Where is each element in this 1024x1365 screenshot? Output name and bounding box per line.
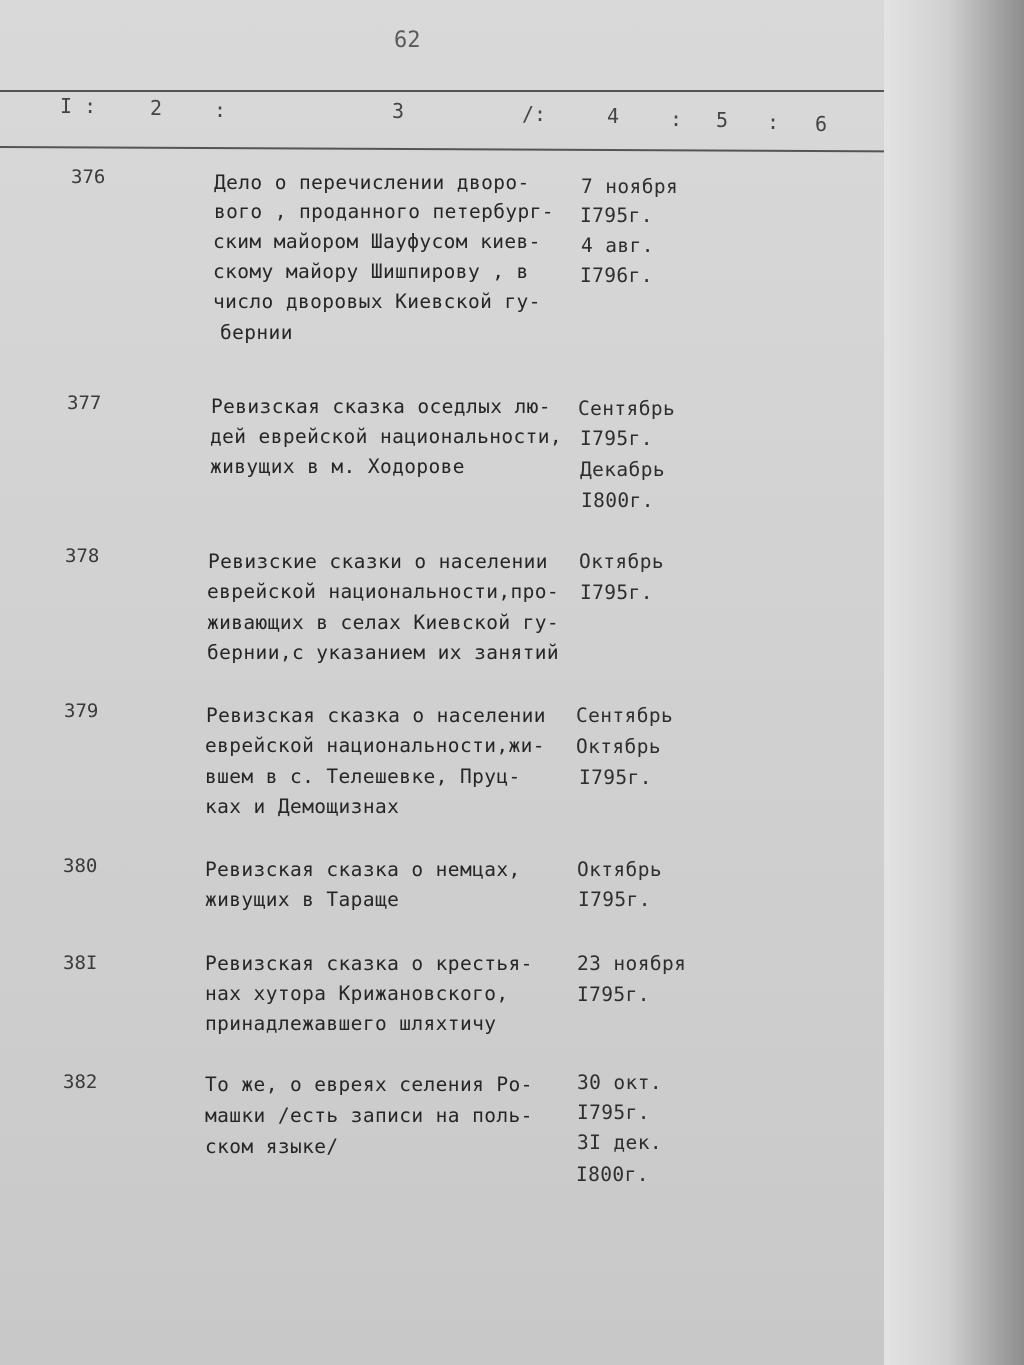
- entry-date-line: Сентябрь: [576, 704, 674, 727]
- column-header-5: 5: [716, 108, 729, 132]
- entry-date-line: I795г.: [577, 1101, 650, 1124]
- entry-date-line: I795г.: [580, 427, 653, 450]
- column-header-3: 3: [392, 99, 405, 123]
- entry-date-line: I795г.: [578, 888, 651, 911]
- entry-date-line: I800г.: [581, 489, 654, 512]
- header-bottom-rule: [0, 146, 888, 152]
- entry-description-line: живущих в м. Ходорове: [210, 455, 465, 478]
- entry-description-line: принадлежавшего шляхтичу: [205, 1012, 497, 1035]
- entry-number: 38I: [63, 952, 98, 974]
- entry-description-line: бернии: [220, 321, 293, 344]
- entry-description-line: ках и Демощизнах: [205, 795, 400, 818]
- entry-date-line: I800г.: [576, 1163, 649, 1186]
- entry-description-line: бернии,с указанием их занятий: [207, 641, 560, 664]
- column-header-1: I :: [60, 94, 97, 118]
- entry-number: 379: [64, 700, 99, 722]
- entry-date-line: 3I дек.: [577, 1131, 662, 1154]
- entry-date-line: I795г.: [577, 983, 650, 1006]
- entry-date-line: 30 окт.: [577, 1071, 662, 1094]
- entry-number: 378: [65, 545, 100, 567]
- entry-date-line: I796г.: [580, 264, 653, 287]
- entry-description-line: ским майором Шауфусом киев-: [213, 230, 541, 253]
- entry-description-line: дей еврейской национальности,: [210, 425, 563, 448]
- entry-date-line: 4 авг.: [581, 234, 654, 257]
- entry-description-line: вого , проданного петербург-: [214, 200, 554, 223]
- entry-description-line: еврейской национальности,про-: [207, 580, 560, 603]
- entry-number: 380: [63, 855, 98, 877]
- entry-description-line: Ревизские сказки о населении: [208, 550, 548, 573]
- entry-date-line: I795г.: [580, 581, 653, 604]
- entry-description-line: машки /есть записи на поль-: [205, 1104, 533, 1127]
- entry-date-line: 23 ноября: [577, 952, 687, 975]
- column-header-6: 6: [815, 112, 828, 136]
- header-top-rule: [0, 90, 888, 92]
- entry-date-line: Октябрь: [577, 858, 662, 881]
- entry-description-line: ском языке/: [205, 1135, 339, 1158]
- entry-description-line: Ревизская сказка оседлых лю-: [211, 395, 551, 418]
- entry-description-line: живающих в селах Киевской гу-: [207, 611, 560, 634]
- column-header-separator: :: [670, 107, 683, 131]
- column-header-2: 2: [150, 96, 163, 120]
- entry-date-line: Декабрь: [580, 458, 665, 481]
- entry-date-line: 7 ноября: [581, 175, 679, 198]
- entry-description-line: Ревизская сказка о населении: [206, 704, 546, 727]
- entry-date-line: I795г.: [579, 766, 652, 789]
- entry-date-line: Октябрь: [576, 735, 661, 758]
- entry-description-line: скому майору Шишпирову , в: [213, 260, 529, 283]
- page-number: 62: [394, 28, 421, 53]
- entry-number: 382: [63, 1071, 98, 1093]
- entry-description-line: Ревизская сказка о немцах,: [205, 858, 521, 881]
- column-header-4: 4: [607, 104, 620, 128]
- entry-description-line: еврейской национальности,жи-: [205, 734, 545, 757]
- entry-description-line: То же, о евреях селения Ро-: [205, 1073, 533, 1096]
- column-header-separator: :: [767, 110, 780, 134]
- entry-description-line: вшем в с. Телешевке, Пруц-: [205, 765, 521, 788]
- underlying-page-edge: [884, 0, 1024, 1365]
- column-header-separator: :: [214, 98, 227, 122]
- column-header-separator: /:: [522, 102, 547, 126]
- entry-description-line: число дворовых Киевской гу-: [213, 290, 541, 313]
- entry-date-line: Сентябрь: [578, 397, 676, 420]
- entry-description-line: нах хутора Крижановского,: [205, 982, 509, 1005]
- entry-description-line: Ревизская сказка о крестья-: [205, 952, 533, 975]
- entry-description-line: живущих в Тараще: [205, 888, 400, 911]
- entry-date-line: I795г.: [580, 204, 653, 227]
- entry-description-line: Дело о перечислении дворо-: [214, 171, 530, 194]
- entry-number: 377: [67, 392, 102, 414]
- entry-date-line: Октябрь: [579, 550, 664, 573]
- entry-number: 376: [71, 166, 106, 188]
